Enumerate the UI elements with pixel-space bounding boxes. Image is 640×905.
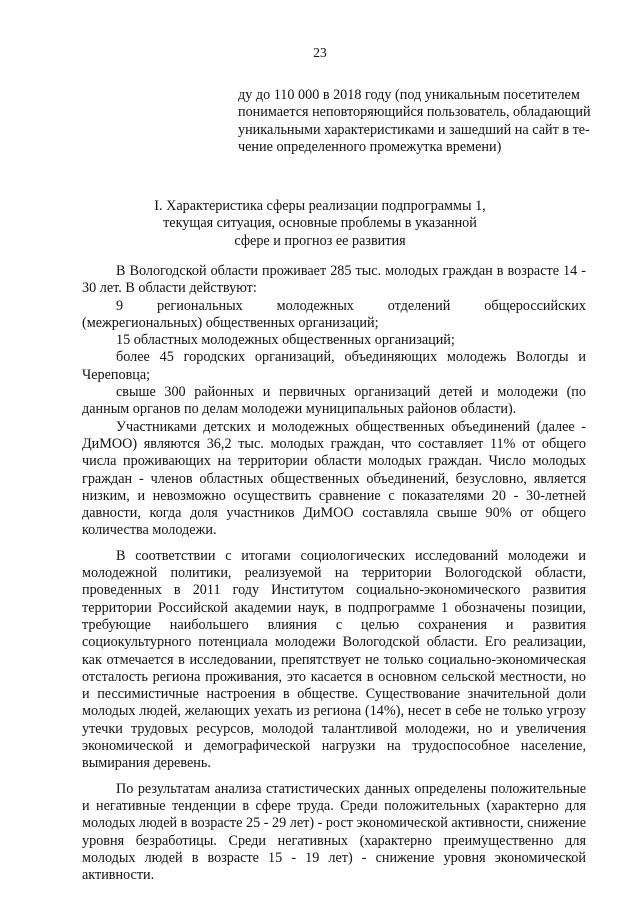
- continuation-text: [238, 87, 591, 156]
- continuation-line: ду до 110 000 в 2018 году (под уникальным посетителем: [238, 87, 580, 103]
- body-text: [82, 263, 586, 884]
- list-paragraph: 15 областных молодежных общественных организаций;: [116, 332, 455, 349]
- section-heading-line: I. Характеристика сферы реализации подпрограммы 1,: [154, 198, 486, 214]
- continuation-line: чение определенного промежутка времени): [238, 138, 502, 155]
- paragraph: В соответствии с итогами социологических исследований молодежи и молодежной политики, реализуемой на территории Вологодской области, проведенных в 2011 году Институтом социально-экономического развития территории Российской академии наук, в подпрограмме 1 обозначены позиции, требующие наибольшего влияния с целью сохранения и развития социокультурного потенциала молодежи Вологодской области. Его реализации, как отмечается в исследовании, препятствует не только социально-экономическая отсталость региона проживания, это касается в основном сельской местности, но и пессимистичные настроения в обществе. Существование значительной доли молодых людей, желающих уехать из региона (14%), несет в себе не только угрозу утечки трудовых ресурсов, молодой талантливой молодежи, но и увеличения экономической и демографической нагрузки на трудоспособное население, вымирания деревень.: [82, 547, 586, 772]
- section-heading-line: текущая ситуация, основные проблемы в указанной: [163, 215, 477, 232]
- paragraph: Участниками детских и молодежных общественных объединений (далее - ДиМОО) являются 36,2 тыс. молодых граждан, что составляет 11% от общего числа проживающих на территории области молодых граждан. Число молодых граждан - членов областных общественных объединений, безусловно, является низким, и невозможно осуществить сравнение с показателями 20 - 30-летней давности, когда доля участников ДиМОО составляла свыше 90% от общего количества молодежи.: [82, 418, 586, 539]
- section-heading: [120, 198, 520, 250]
- paragraph: По результатам анализа статистических данных определены положительные и негативные тенденции в сфере труда. Среди положительных (характерно для молодых людей в возрасте 25 - 29 лет) - рост экономической активности, снижение уровня безработицы. Среди негативных (характерно преимущественно для молодых людей в возрасте 15 - 19 лет) - снижение уровня экономической активности.: [82, 780, 586, 884]
- page-number: 23: [313, 45, 327, 60]
- continuation-line: уникальными характеристиками и зашедший на сайт в те-: [238, 121, 590, 138]
- list-paragraph: более 45 городских организаций, объединяющих молодежь Вологды и Череповца;: [82, 349, 586, 383]
- list-paragraph: свыше 300 районных и первичных организаций детей и молодежи (по данным органов по делам молодежи муниципальных районов области).: [82, 384, 586, 418]
- list-paragraph: 9 региональных молодежных отделений общероссийских (межрегиональных) общественных организаций;: [82, 297, 586, 331]
- section-heading-line: сфере и прогноз ее развития: [234, 232, 406, 249]
- paragraph: В Вологодской области проживает 285 тыс. молодых граждан в возрасте 14 - 30 лет. В области действуют:: [82, 263, 586, 297]
- continuation-line: понимается неповторяющийся пользователь, обладающий: [238, 104, 591, 121]
